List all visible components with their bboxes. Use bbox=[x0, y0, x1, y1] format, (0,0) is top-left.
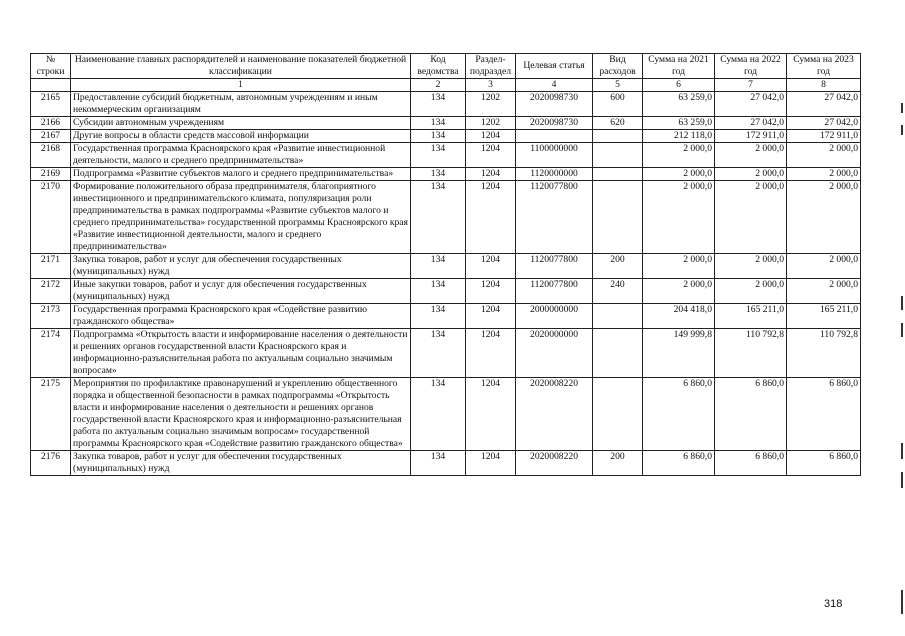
table-row bbox=[31, 378, 861, 451]
row-type-cell: 200 bbox=[593, 451, 643, 476]
header-sum-2021: Сумма на 2021 год bbox=[643, 54, 715, 79]
row-sum-2021-cell: 2 000,0 bbox=[643, 181, 715, 254]
row-type-cell bbox=[593, 143, 643, 168]
row-section-cell: 1202 bbox=[466, 117, 516, 130]
table-row bbox=[31, 143, 861, 168]
budget-table bbox=[30, 53, 861, 476]
header-code: Код ведомства bbox=[411, 54, 466, 79]
row-sum-2023-cell: 2 000,0 bbox=[787, 143, 861, 168]
budget-sheet bbox=[30, 53, 860, 476]
row-section-cell: 1204 bbox=[466, 130, 516, 143]
margin-mark bbox=[901, 323, 903, 337]
index-row bbox=[31, 79, 861, 92]
margin-mark bbox=[901, 103, 903, 113]
row-code-cell: 134 bbox=[411, 254, 466, 279]
row-sum-2023-cell: 27 042,0 bbox=[787, 92, 861, 117]
margin-mark bbox=[901, 443, 903, 459]
table-row bbox=[31, 181, 861, 254]
row-name-cell: Субсидии автономным учреждениям bbox=[71, 117, 411, 130]
row-type-cell bbox=[593, 181, 643, 254]
row-type-cell: 620 bbox=[593, 117, 643, 130]
row-target-cell: 1120000000 bbox=[516, 168, 593, 181]
row-sum-2023-cell: 172 911,0 bbox=[787, 130, 861, 143]
row-name-cell: Иные закупки товаров, работ и услуг для обеспечения государственных (муниципальных) нужд bbox=[71, 279, 411, 304]
row-name-cell: Мероприятия по профилактике правонарушений и укреплению общественного порядка и общественной безопасности в рамках подпрограммы «Открытость власти и информирование населения о деятельности и решениях органов государственной власти Красноярского края и информационно-разъяснительная работа по актуальным социально значимым вопросам» государственной программы Красноярского края «Содействие развитию гражданского общества» bbox=[71, 378, 411, 451]
row-sum-2022-cell: 27 042,0 bbox=[715, 117, 787, 130]
row-number-cell: 2171 bbox=[31, 254, 71, 279]
row-target-cell: 1120077800 bbox=[516, 279, 593, 304]
row-sum-2022-cell: 6 860,0 bbox=[715, 451, 787, 476]
row-sum-2023-cell: 110 792,8 bbox=[787, 329, 861, 378]
row-number-cell: 2166 bbox=[31, 117, 71, 130]
row-target-cell: 1120077800 bbox=[516, 254, 593, 279]
row-sum-2021-cell: 63 259,0 bbox=[643, 117, 715, 130]
row-section-cell: 1204 bbox=[466, 279, 516, 304]
row-section-cell: 1204 bbox=[466, 451, 516, 476]
row-code-cell: 134 bbox=[411, 378, 466, 451]
row-name-cell: Государственная программа Красноярского края «Содействие развитию гражданского общества» bbox=[71, 304, 411, 329]
row-section-cell: 1204 bbox=[466, 181, 516, 254]
row-code-cell: 134 bbox=[411, 92, 466, 117]
row-sum-2022-cell: 2 000,0 bbox=[715, 254, 787, 279]
row-section-cell: 1204 bbox=[466, 378, 516, 451]
row-sum-2023-cell: 2 000,0 bbox=[787, 181, 861, 254]
row-target-cell: 1100000000 bbox=[516, 143, 593, 168]
table-row bbox=[31, 117, 861, 130]
row-sum-2023-cell: 165 211,0 bbox=[787, 304, 861, 329]
row-section-cell: 1202 bbox=[466, 92, 516, 117]
table-row bbox=[31, 168, 861, 181]
row-section-cell: 1204 bbox=[466, 168, 516, 181]
row-section-cell: 1204 bbox=[466, 329, 516, 378]
row-type-cell bbox=[593, 130, 643, 143]
table-row bbox=[31, 279, 861, 304]
header-type: Вид расходов bbox=[593, 54, 643, 79]
table-row bbox=[31, 254, 861, 279]
row-sum-2023-cell: 6 860,0 bbox=[787, 378, 861, 451]
margin-mark bbox=[901, 296, 903, 310]
header-sum-2023: Сумма на 2023 год bbox=[787, 54, 861, 79]
index-cell: 8 bbox=[787, 79, 861, 92]
row-type-cell: 600 bbox=[593, 92, 643, 117]
row-code-cell: 134 bbox=[411, 329, 466, 378]
row-target-cell: 1120077800 bbox=[516, 181, 593, 254]
row-code-cell: 134 bbox=[411, 181, 466, 254]
row-sum-2022-cell: 2 000,0 bbox=[715, 279, 787, 304]
row-sum-2022-cell: 172 911,0 bbox=[715, 130, 787, 143]
row-code-cell: 134 bbox=[411, 168, 466, 181]
row-code-cell: 134 bbox=[411, 143, 466, 168]
row-sum-2021-cell: 2 000,0 bbox=[643, 143, 715, 168]
header-row-number: № строки bbox=[31, 54, 71, 79]
row-sum-2023-cell: 2 000,0 bbox=[787, 168, 861, 181]
row-sum-2022-cell: 27 042,0 bbox=[715, 92, 787, 117]
row-sum-2021-cell: 2 000,0 bbox=[643, 168, 715, 181]
row-code-cell: 134 bbox=[411, 117, 466, 130]
margin-mark bbox=[901, 472, 903, 488]
row-target-cell: 2020098730 bbox=[516, 92, 593, 117]
row-number-cell: 2169 bbox=[31, 168, 71, 181]
row-section-cell: 1204 bbox=[466, 143, 516, 168]
header-target: Целевая статья bbox=[516, 54, 593, 79]
row-type-cell bbox=[593, 168, 643, 181]
table-row bbox=[31, 451, 861, 476]
row-name-cell: Государственная программа Красноярского края «Развитие инвестиционной деятельности, малого и среднего предпринимательства» bbox=[71, 143, 411, 168]
header-section: Раздел-подраздел bbox=[466, 54, 516, 79]
row-sum-2022-cell: 165 211,0 bbox=[715, 304, 787, 329]
row-target-cell: 2020000000 bbox=[516, 329, 593, 378]
index-cell: 5 bbox=[593, 79, 643, 92]
index-cell: 2 bbox=[411, 79, 466, 92]
row-sum-2022-cell: 110 792,8 bbox=[715, 329, 787, 378]
row-code-cell: 134 bbox=[411, 451, 466, 476]
row-section-cell: 1204 bbox=[466, 304, 516, 329]
row-name-cell: Закупка товаров, работ и услуг для обеспечения государственных (муниципальных) нужд bbox=[71, 451, 411, 476]
index-cell: 3 bbox=[466, 79, 516, 92]
header-name: Наименование главных распорядителей и наименование показателей бюджетной классификации bbox=[71, 54, 411, 79]
row-sum-2021-cell: 149 999,8 bbox=[643, 329, 715, 378]
row-target-cell bbox=[516, 130, 593, 143]
table-row bbox=[31, 304, 861, 329]
row-name-cell: Закупка товаров, работ и услуг для обеспечения государственных (муниципальных) нужд bbox=[71, 254, 411, 279]
row-sum-2022-cell: 6 860,0 bbox=[715, 378, 787, 451]
index-cell: 7 bbox=[715, 79, 787, 92]
row-number-cell: 2168 bbox=[31, 143, 71, 168]
row-name-cell: Подпрограмма «Открытость власти и информирование населения о деятельности и решениях органов государственной власти Красноярского края и информационно-разъяснительная работа по актуальным социально значимым вопросам» bbox=[71, 329, 411, 378]
row-number-cell: 2170 bbox=[31, 181, 71, 254]
row-target-cell: 2000000000 bbox=[516, 304, 593, 329]
row-number-cell: 2176 bbox=[31, 451, 71, 476]
row-sum-2023-cell: 6 860,0 bbox=[787, 451, 861, 476]
row-number-cell: 2165 bbox=[31, 92, 71, 117]
row-number-cell: 2167 bbox=[31, 130, 71, 143]
row-sum-2023-cell: 2 000,0 bbox=[787, 254, 861, 279]
row-sum-2021-cell: 6 860,0 bbox=[643, 451, 715, 476]
row-section-cell: 1204 bbox=[466, 254, 516, 279]
margin-mark bbox=[901, 125, 903, 135]
row-target-cell: 2020098730 bbox=[516, 117, 593, 130]
row-type-cell bbox=[593, 329, 643, 378]
index-cell bbox=[31, 79, 71, 92]
row-number-cell: 2175 bbox=[31, 378, 71, 451]
row-sum-2023-cell: 27 042,0 bbox=[787, 117, 861, 130]
row-code-cell: 134 bbox=[411, 304, 466, 329]
row-number-cell: 2173 bbox=[31, 304, 71, 329]
row-sum-2021-cell: 212 118,0 bbox=[643, 130, 715, 143]
row-name-cell: Другие вопросы в области средств массовой информации bbox=[71, 130, 411, 143]
header-sum-2022: Сумма на 2022 год bbox=[715, 54, 787, 79]
row-target-cell: 2020008220 bbox=[516, 378, 593, 451]
row-sum-2021-cell: 2 000,0 bbox=[643, 254, 715, 279]
row-sum-2021-cell: 204 418,0 bbox=[643, 304, 715, 329]
header-row bbox=[31, 54, 861, 79]
row-code-cell: 134 bbox=[411, 279, 466, 304]
index-cell: 4 bbox=[516, 79, 593, 92]
row-number-cell: 2172 bbox=[31, 279, 71, 304]
table-row bbox=[31, 329, 861, 378]
table-row bbox=[31, 92, 861, 117]
row-sum-2023-cell: 2 000,0 bbox=[787, 279, 861, 304]
row-name-cell: Подпрограмма «Развитие субъектов малого и среднего предпринимательства» bbox=[71, 168, 411, 181]
row-sum-2022-cell: 2 000,0 bbox=[715, 143, 787, 168]
row-sum-2022-cell: 2 000,0 bbox=[715, 181, 787, 254]
row-type-cell bbox=[593, 378, 643, 451]
row-type-cell: 240 bbox=[593, 279, 643, 304]
row-type-cell: 200 bbox=[593, 254, 643, 279]
row-code-cell: 134 bbox=[411, 130, 466, 143]
row-sum-2021-cell: 6 860,0 bbox=[643, 378, 715, 451]
row-sum-2021-cell: 2 000,0 bbox=[643, 279, 715, 304]
row-name-cell: Формирование положительного образа предпринимателя, благоприятного инвестиционного и предпринимательского климата, популяризация роли предпринимательства в рамках подпрограммы «Развитие субъектов малого и среднего предпринимательства» государственной программы Красноярского края «Развитие инвестиционной деятельности, малого и среднего предпринимательства» bbox=[71, 181, 411, 254]
index-cell: 6 bbox=[643, 79, 715, 92]
table-row bbox=[31, 130, 861, 143]
row-type-cell bbox=[593, 304, 643, 329]
row-number-cell: 2174 bbox=[31, 329, 71, 378]
margin-mark bbox=[901, 590, 903, 614]
page-number: 318 bbox=[824, 598, 843, 610]
row-name-cell: Предоставление субсидий бюджетным, автономным учреждениям и иным некоммерческим организациям bbox=[71, 92, 411, 117]
row-target-cell: 2020008220 bbox=[516, 451, 593, 476]
row-sum-2021-cell: 63 259,0 bbox=[643, 92, 715, 117]
row-sum-2022-cell: 2 000,0 bbox=[715, 168, 787, 181]
index-cell: 1 bbox=[71, 79, 411, 92]
